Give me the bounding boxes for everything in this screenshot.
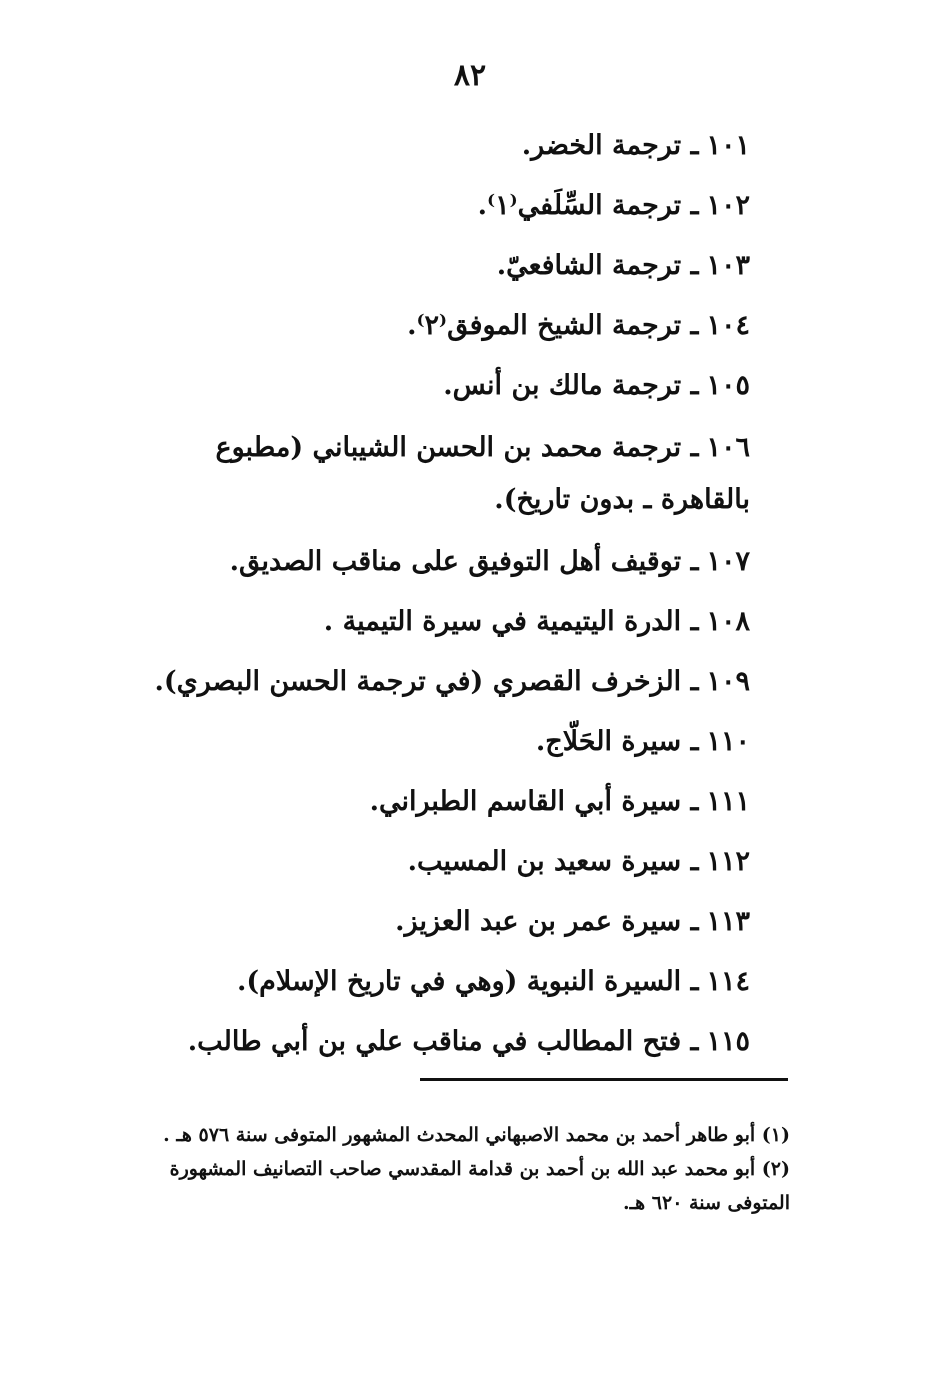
item-title: ـ سيرة أبي القاسم الطبراني.: [369, 786, 699, 817]
page-number: ٨٢: [453, 58, 487, 93]
item-title: ـ توقيف أهل التوفيق على مناقب الصديق.: [229, 546, 699, 577]
item-number: ١٠٥: [706, 370, 750, 401]
item-title: ـ الدرة اليتيمية في سيرة التيمية .: [323, 606, 699, 637]
item-number: ١٠٤: [706, 310, 750, 341]
item-title: ـ ترجمة مالك بن أنس.: [443, 370, 699, 401]
list-item: [130, 422, 750, 526]
book-list: [130, 116, 750, 1072]
item-title: ـ فتح المطالب في مناقب علي بن أبي طالب.: [187, 1026, 699, 1057]
item-number: ١٠٢: [706, 190, 750, 221]
list-item: [130, 712, 750, 772]
item-title: ـ سيرة سعيد بن المسيب.: [407, 846, 699, 877]
footnote: (٢) أبو محمد عبد الله بن أحمد بن قدامة المقدسي صاحب التصانيف المشهورة المتوفى سنة ٦٢٠ هـ.: [169, 1158, 790, 1214]
item-number: ١١٢: [706, 846, 750, 877]
item-number: ١٠٨: [706, 606, 750, 637]
list-item: [130, 592, 750, 652]
item-title: ـ سيرة عمر بن عبد العزيز.: [395, 906, 699, 937]
item-number: ١٠٧: [706, 546, 750, 577]
list-item: [130, 116, 750, 176]
list-item: [130, 356, 750, 416]
list-item: [130, 832, 750, 892]
list-item: [130, 892, 750, 952]
list-item: [130, 952, 750, 1012]
item-number: ١١٣: [706, 906, 750, 937]
list-item: [130, 296, 750, 356]
item-title: ـ ترجمة الشافعيّ.: [496, 250, 699, 281]
item-title: ـ ترجمة السِّلَفي⁽١⁾.: [477, 190, 699, 221]
list-item: [130, 652, 750, 712]
item-title: ـ ترجمة الخضر.: [521, 130, 699, 161]
item-number: ١١٥: [706, 1026, 750, 1057]
list-item: [130, 772, 750, 832]
footnotes: [130, 1118, 790, 1220]
item-title: ـ سيرة الحَلّاج.: [535, 726, 699, 757]
item-title: ـ ترجمة الشيخ الموفق⁽٢⁾.: [407, 310, 699, 341]
list-item: [130, 532, 750, 592]
item-number: ١٠٩: [706, 666, 750, 697]
item-number: ١٠١: [706, 130, 750, 161]
item-number: ١١٤: [706, 966, 750, 997]
list-item: [130, 1012, 750, 1072]
list-item: [130, 236, 750, 296]
item-number: ١٠٣: [706, 250, 750, 281]
footnote-divider: [420, 1078, 788, 1081]
list-item: [130, 176, 750, 236]
item-title: ـ الزخرف القصري (في ترجمة الحسن البصري).: [154, 666, 699, 697]
item-title: ـ ترجمة محمد بن الحسن الشيباني (مطبوع بالقاهرة ـ بدون تاريخ).: [215, 432, 750, 515]
footnote: (١) أبو طاهر أحمد بن محمد الاصبهاني المحدث المشهور المتوفى سنة ٥٧٦ هـ .: [163, 1124, 790, 1146]
item-number: ١٠٦: [706, 432, 750, 463]
item-number: ١١٠: [706, 726, 750, 757]
item-number: ١١١: [706, 786, 750, 817]
item-title: ـ السيرة النبوية (وهي في تاريخ الإسلام).: [236, 966, 699, 997]
